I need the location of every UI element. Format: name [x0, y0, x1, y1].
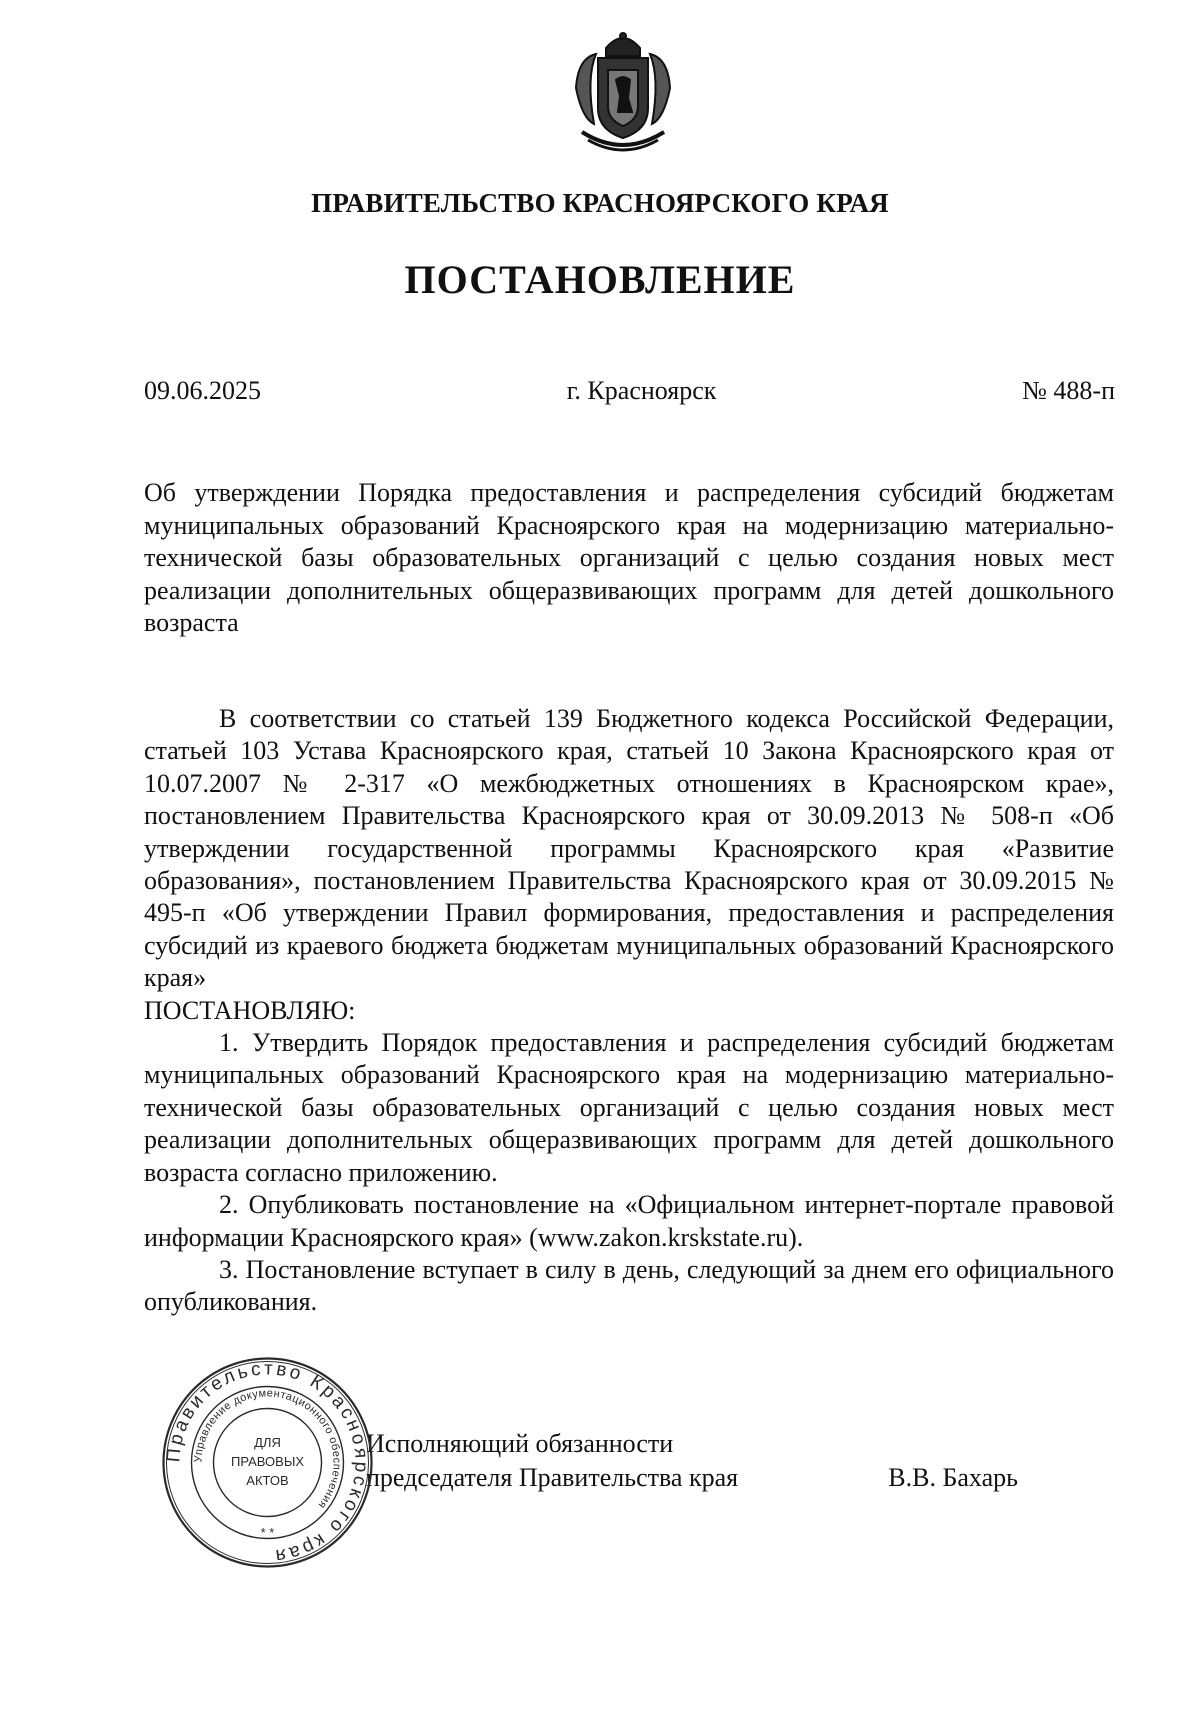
decree-item-1: 1. Утвердить Порядок предоставления и распределения субсидий бюджетам муниципальных образований Красноярского края на модернизацию материально-технической базы образовательных организаций с целью создания новых мест реализации дополнительных общеразвивающих программ для детей дошкольного возраста согласно приложению.: [144, 1028, 1114, 1187]
signature-block: [366, 1427, 1018, 1495]
document-subject: Об утверждении Порядка предоставления и распределения субсидий бюджетам муниципальных образований Красноярского края на модернизацию материально-технической базы образовательных организаций с целью создания новых мест реализации дополнительных общеразвивающих программ для детей дошкольного возраста: [144, 478, 1114, 637]
signer-name: В.В. Бахарь: [888, 1463, 1018, 1492]
coat-of-arms-icon: [568, 28, 678, 154]
decree-item-3: 3. Постановление вступает в силу в день, следующий за днем его официального опубликования.: [144, 1254, 1114, 1317]
stamp-stars: * *: [260, 1525, 275, 1540]
document-date: 09.06.2025: [144, 376, 261, 405]
document-type: ПОСТАНОВЛЕНИЕ: [404, 257, 796, 302]
preamble-paragraph: В соответствии со статьей 139 Бюджетного кодекса Российской Федерации, статьей 103 Устава Красноярского края, статьей 10 Закона Красноярского края от 10.07.2007 № 2-317 «О межбюджетных отношениях в Красноярском крае», постановлением Правительства Красноярского края от 30.09.2013 № 508-п «Об утверждении государственной программы Красноярского края «Развитие образования», постановлением Правительства Красноярского края от 30.09.2015 № 495-п «Об утверждении Правил формирования, предоставления и распределения субсидий из краевого бюджета бюджетам муниципальных образований Красноярского края»: [144, 704, 1114, 993]
document-meta: [144, 375, 1115, 407]
government-name: ПРАВИТЕЛЬСТВО КРАСНОЯРСКОГО КРАЯ: [311, 188, 889, 218]
stamp-inner-text: Управление документационного обеспечения: [192, 1387, 343, 1511]
document-city: г. Красноярск: [566, 376, 717, 405]
signer-position-line-2: председателя Правительства края: [366, 1463, 739, 1492]
document-body: [144, 703, 1114, 1319]
stamp-center-line-2: ПРАВОВЫХ: [230, 1454, 305, 1469]
stamp-center-line-1: ДЛЯ: [254, 1435, 281, 1450]
stamp-outer-text: Правительство Красноярского края: [163, 1358, 372, 1567]
document-number: № 488-п: [1022, 376, 1115, 405]
official-stamp: [160, 1355, 375, 1570]
decree-word: ПОСТАНОВЛЯЮ:: [144, 995, 356, 1025]
stamp-center-line-3: АКТОВ: [246, 1473, 289, 1488]
signer-position-line-1: Исполняющий обязанности: [366, 1429, 674, 1458]
decree-item-2: 2. Опубликовать постановление на «Официальном интернет-портале правовой информации Красноярского края» (www.zakon.krskstate.ru).: [144, 1190, 1114, 1252]
